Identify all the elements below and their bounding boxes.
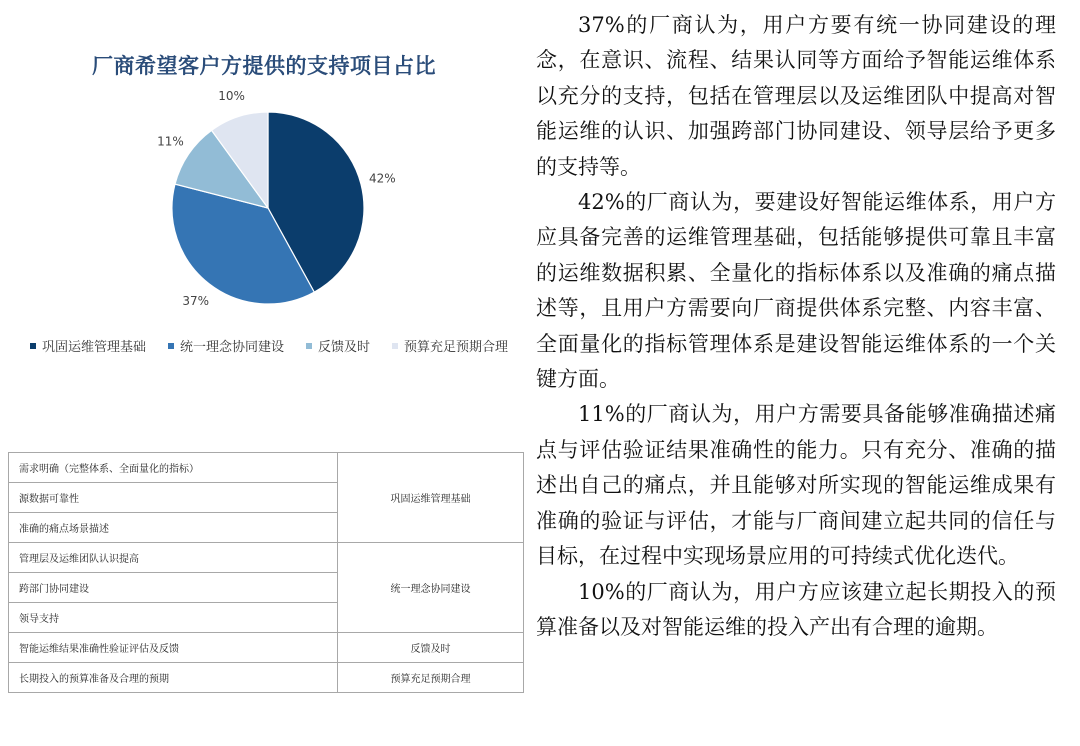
paragraph: 42%的厂商认为，要建设好智能运维体系，用户方应具备完善的运维管理基础，包括能够提供可靠且丰富的运维数据积累、全量化的指标体系以及准确的痛点描述等，且用户方需要向厂商提供体系完整、内容丰富、全面量化的指标管理体系是建设智能运维体系的一个关键方面。 bbox=[536, 190, 1056, 392]
pie-data-label: 11% bbox=[157, 134, 184, 149]
table-row bbox=[9, 543, 524, 573]
table-cell-category: 巩固运维管理基础 bbox=[338, 453, 524, 543]
legend-item-budget bbox=[392, 336, 508, 355]
legend-item-foundation bbox=[30, 336, 146, 355]
legend-item-feedback bbox=[306, 336, 370, 355]
legend-label: 预算充足预期合理 bbox=[404, 340, 509, 355]
table-cell-item: 需求明确（完整体系、全面量化的指标） bbox=[9, 453, 338, 483]
chart-title: 厂商希望客户方提供的支持项目占比 bbox=[92, 54, 436, 78]
pie-chart bbox=[0, 80, 528, 320]
legend-swatch bbox=[30, 343, 36, 349]
pie-data-label: 42% bbox=[368, 171, 396, 186]
paragraph: 10%的厂商认为，用户方应该建立起长期投入的预算准备以及对智能运维的投入产出有合理的逾期。 bbox=[536, 579, 1056, 639]
table-row bbox=[9, 663, 524, 693]
paragraph: 37%的厂商认为，用户方要有统一协同建设的理念，在意识、流程、结果认同等方面给予智能运维体系以充分的支持，包括在管理层以及运维团队中提高对智能运维的认识、加强跨部门协同建设、领导层给予更多的支持等。 bbox=[536, 13, 1056, 179]
legend-item-unified bbox=[168, 336, 284, 355]
legend-label: 统一理念协同建设 bbox=[180, 340, 285, 355]
body-text bbox=[536, 8, 1056, 645]
table-cell-item: 准确的痛点场景描述 bbox=[9, 513, 338, 543]
paragraph: 11%的厂商认为，用户方需要具备能够准确描述痛点与评估验证结果准确性的能力。只有充分、准确的描述出自己的痛点，并且能够对所实现的智能运维成果有准确的验证与评估，才能与厂商间建立起共同的信任与目标，在过程中实现场景应用的可持续式优化迭代。 bbox=[536, 402, 1056, 569]
pie-data-label: 37% bbox=[182, 294, 210, 309]
pie-data-label: 10% bbox=[218, 88, 245, 103]
table-cell-item: 长期投入的预算准备及合理的预期 bbox=[9, 663, 338, 693]
table-cell-category: 统一理念协同建设 bbox=[338, 543, 524, 633]
table-cell-item: 管理层及运维团队认识提高 bbox=[9, 543, 338, 573]
support-mapping-table bbox=[8, 452, 524, 693]
legend-swatch bbox=[392, 343, 398, 349]
table-row bbox=[9, 633, 524, 663]
table-row bbox=[9, 453, 524, 483]
legend-label: 巩固运维管理基础 bbox=[42, 340, 147, 355]
table-cell-category: 反馈及时 bbox=[338, 633, 524, 663]
table-cell-item: 源数据可靠性 bbox=[9, 483, 338, 513]
legend-label: 反馈及时 bbox=[318, 340, 371, 355]
table-cell-category: 预算充足预期合理 bbox=[338, 663, 524, 693]
table-cell-item: 智能运维结果准确性验证评估及反馈 bbox=[9, 633, 338, 663]
table-cell-item: 跨部门协同建设 bbox=[9, 573, 338, 603]
chart-legend bbox=[30, 336, 530, 355]
legend-swatch bbox=[168, 343, 174, 349]
legend-swatch bbox=[306, 343, 312, 349]
left-column bbox=[0, 0, 528, 746]
table-cell-item: 领导支持 bbox=[9, 603, 338, 633]
